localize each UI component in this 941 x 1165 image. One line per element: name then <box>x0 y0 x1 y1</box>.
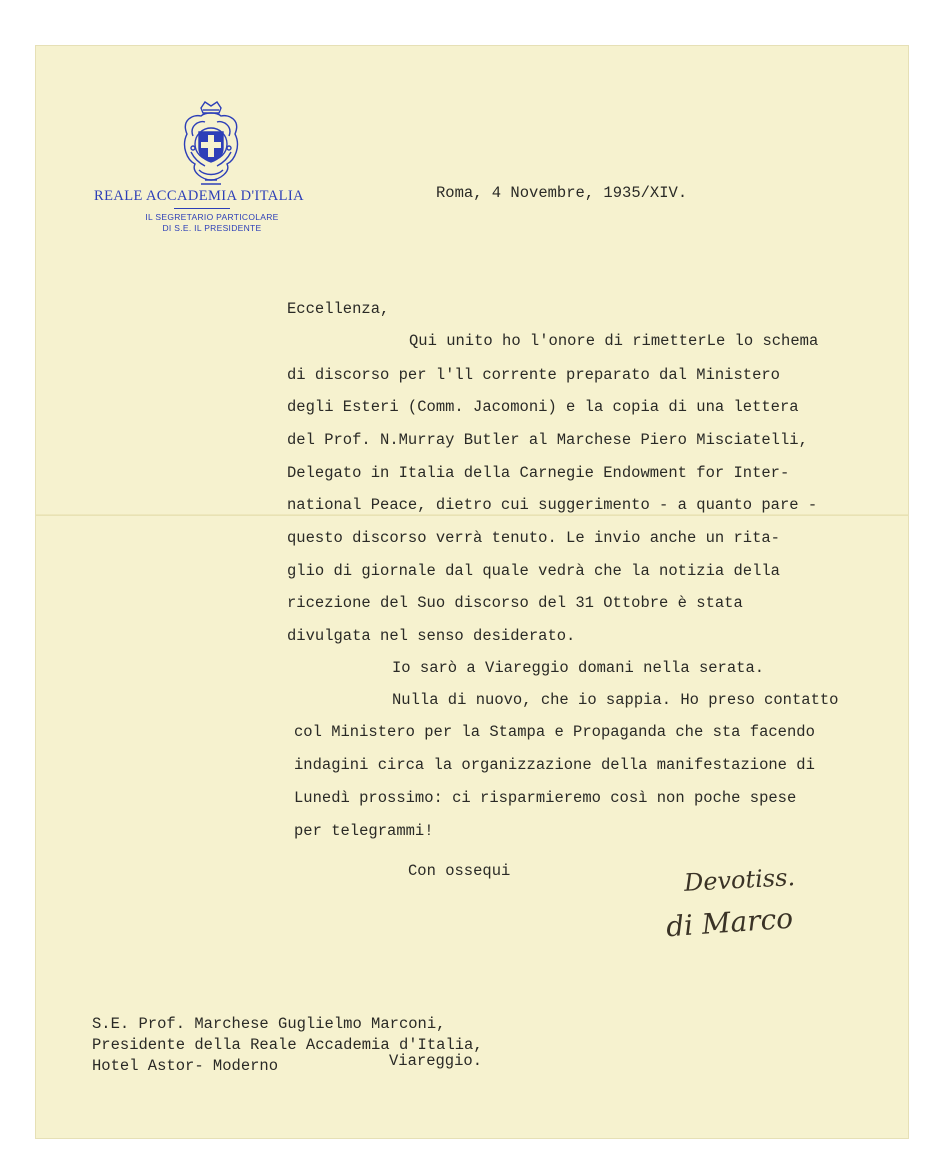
body-line: col Ministero per la Stampa e Propaganda che sta facendo <box>294 723 815 741</box>
body-line: national Peace, dietro cui suggerimento - a quanto pare - <box>287 496 818 514</box>
body-line: Io sarò a Viareggio domani nella serata. <box>392 659 765 677</box>
body-line: Delegato in Italia della Carnegie Endowment for Inter- <box>287 464 790 482</box>
signature-line: Devotiss. <box>683 863 796 897</box>
body-line: ricezione del Suo discorso del 31 Ottobre è stata <box>287 594 743 612</box>
body-line: del Prof. N.Murray Butler al Marchese Piero Misciatelli, <box>287 431 808 449</box>
body-line: di discorso per l'll corrente preparato dal Ministero <box>287 366 780 384</box>
address-line: Hotel Astor- Moderno <box>92 1057 279 1075</box>
body-line: glio di giornale dal quale vedrà che la notizia della <box>287 562 780 580</box>
address-line: S.E. Prof. Marchese Guglielmo Marconi, <box>92 1015 446 1033</box>
body-line: questo discorso verrà tenuto. Le invio anche un rita- <box>287 529 780 547</box>
body-line: degli Esteri (Comm. Jacomoni) e la copia di una lettera <box>287 398 799 416</box>
dateline: Roma, 4 Novembre, 1935/XIV. <box>436 184 688 202</box>
institution-name: REALE ACCADEMIA D'ITALIA <box>94 188 305 204</box>
body-line: per telegrammi! <box>294 822 434 840</box>
body-line: Qui unito ho l'onore di rimetterLe lo schema <box>409 332 819 350</box>
letter-sheet <box>36 46 908 1138</box>
letterhead-subtitle: IL SEGRETARIO PARTICOLARE <box>145 212 279 222</box>
body-line: Nulla di nuovo, che io sappia. Ho preso contatto <box>392 691 839 709</box>
letterhead-divider <box>174 208 230 209</box>
signature-name: di Marco <box>665 901 795 944</box>
closing: Con ossequi <box>408 862 511 880</box>
paper-fold <box>36 514 908 516</box>
salutation: Eccellenza, <box>287 300 390 318</box>
letterhead-subtitle: DI S.E. IL PRESIDENTE <box>162 223 262 233</box>
address-line: Presidente della Reale Accademia d'Italia, <box>92 1036 483 1054</box>
body-line: Lunedì prossimo: ci risparmieremo così non poche spese <box>294 789 797 807</box>
body-line: divulgata nel senso desiderato. <box>287 627 576 645</box>
body-line: indagini circa la organizzazione della manifestazione di <box>294 756 815 774</box>
savoy-crest-icon <box>175 100 247 190</box>
letterhead <box>94 100 326 233</box>
address-city: Viareggio. <box>389 1052 483 1070</box>
